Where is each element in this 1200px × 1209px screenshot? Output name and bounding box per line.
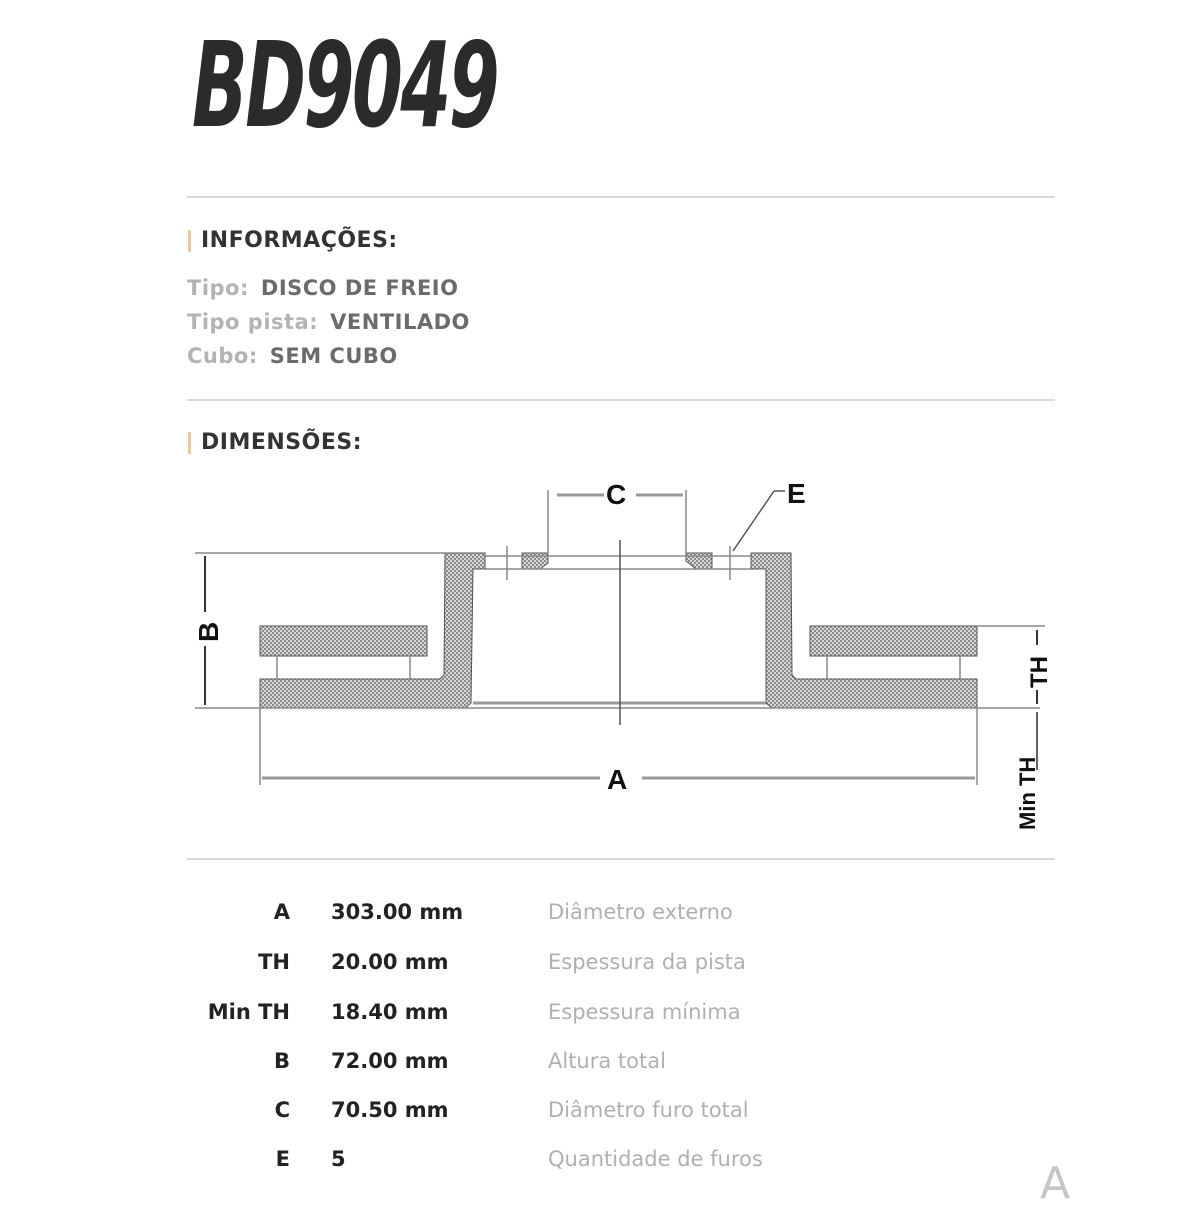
spec-row <box>190 900 890 940</box>
info-heading <box>188 228 398 253</box>
spec-value: 5 <box>331 1147 346 1171</box>
spec-description: Espessura mínima <box>548 1000 741 1024</box>
spec-value: 70.50 mm <box>331 1098 449 1122</box>
info-row-cubo <box>187 344 398 368</box>
info-row-tipo-pista <box>187 310 470 334</box>
spec-row <box>190 950 890 990</box>
spec-row <box>190 1049 890 1089</box>
spec-row <box>190 1000 890 1040</box>
label-th: TH <box>1026 656 1053 688</box>
divider <box>187 196 1055 198</box>
dimensions-heading-label: DIMENSÕES: <box>201 430 362 455</box>
info-value: SEM CUBO <box>269 344 398 368</box>
spec-row <box>190 1147 890 1187</box>
dimensions-heading <box>188 430 362 455</box>
spec-value: 303.00 mm <box>331 900 464 924</box>
spec-code: TH <box>258 950 290 974</box>
spec-description: Diâmetro furo total <box>548 1098 749 1122</box>
label-e: E <box>787 478 806 509</box>
info-row-tipo <box>187 276 458 300</box>
spec-row <box>190 1098 890 1138</box>
accent-bar <box>188 230 191 252</box>
spec-code: C <box>274 1098 290 1122</box>
info-value: DISCO DE FREIO <box>260 276 459 300</box>
info-label: Tipo pista: <box>187 310 319 334</box>
spec-code: E <box>275 1147 290 1171</box>
label-c: C <box>606 479 627 510</box>
info-heading-label: INFORMAÇÕES: <box>201 228 398 253</box>
accent-bar <box>188 432 191 454</box>
spec-code: A <box>273 900 290 924</box>
info-value: VENTILADO <box>330 310 470 334</box>
divider <box>187 858 1055 860</box>
label-b: B <box>193 621 224 642</box>
spec-value: 18.40 mm <box>331 1000 449 1024</box>
product-code-title: BD9049 <box>192 16 498 154</box>
info-label: Cubo: <box>187 344 258 368</box>
spec-value: 20.00 mm <box>331 950 449 974</box>
spec-code: Min TH <box>207 1000 290 1024</box>
spec-description: Diâmetro externo <box>548 900 733 924</box>
watermark-letter: A <box>1040 1158 1071 1209</box>
label-min-th: Min TH <box>1015 756 1040 830</box>
label-a: A <box>607 764 628 795</box>
spec-value: 72.00 mm <box>331 1049 449 1073</box>
spec-description: Altura total <box>548 1049 666 1073</box>
info-label: Tipo: <box>187 276 249 300</box>
spec-description: Quantidade de furos <box>548 1147 763 1171</box>
brake-disc-cross-section-diagram <box>180 470 1060 850</box>
spec-description: Espessura da pista <box>548 950 746 974</box>
divider <box>187 399 1055 401</box>
spec-code: B <box>273 1049 290 1073</box>
